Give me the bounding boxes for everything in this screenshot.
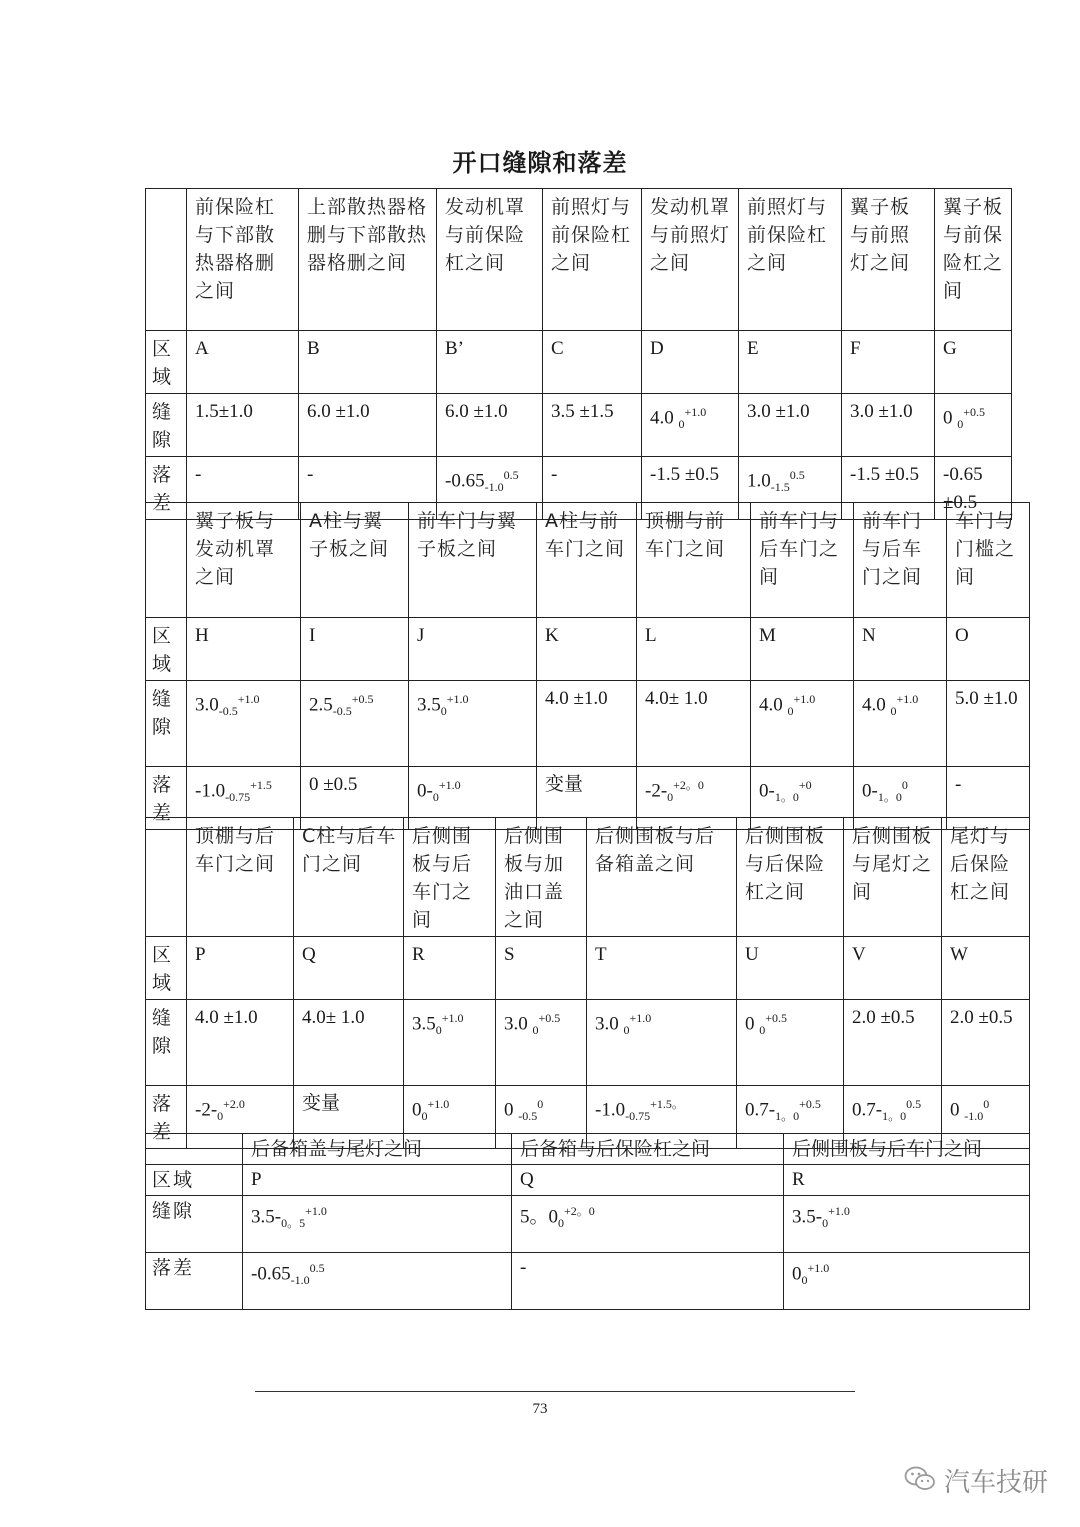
tolerance-base: - xyxy=(551,464,558,485)
gap-value xyxy=(437,394,543,457)
gap-value xyxy=(404,1000,496,1086)
flush-label: 落差 xyxy=(146,767,187,830)
tolerance-base: 0 xyxy=(792,1263,802,1285)
tolerance-lower: 0。5 xyxy=(281,1216,306,1231)
location-header: A柱与翼子板之间 xyxy=(301,503,409,618)
tolerance-base: 0 xyxy=(745,1013,760,1035)
location-header: 翼子板与前保险杠之间 xyxy=(935,189,1012,331)
location-header: 后备箱盖与尾灯之间 xyxy=(243,1134,512,1165)
tolerance-base: 3.5 ±1.5 xyxy=(551,401,614,422)
location-header: 前照灯与前保险杠之间 xyxy=(739,189,842,331)
tolerance-base: 变量 xyxy=(545,774,584,795)
tolerance-lower: 0 xyxy=(667,790,674,805)
gap-value xyxy=(243,1196,512,1253)
tolerance-base: 3.0 xyxy=(195,694,219,716)
header-row xyxy=(146,818,1030,937)
zone-cell: B xyxy=(299,331,437,394)
gap-value xyxy=(512,1196,784,1253)
gap-value xyxy=(854,681,947,767)
location-header: 后侧围板与后车门之间 xyxy=(784,1134,1030,1165)
zone-cell: C xyxy=(543,331,642,394)
zone-cell: P xyxy=(243,1165,512,1196)
tolerance-upper: +1.0 xyxy=(807,1261,830,1275)
tolerance-base: -1.0 xyxy=(195,780,226,802)
zone-cell: K xyxy=(537,618,637,681)
zone-cell: V xyxy=(844,937,942,1000)
zone-label: 区域 xyxy=(146,1165,243,1196)
tolerance-upper: +2.0 xyxy=(223,1097,245,1111)
tolerance-lower: 0 xyxy=(822,1216,829,1231)
zone-row xyxy=(146,1165,1030,1196)
tolerance-lower: 0 xyxy=(890,704,897,719)
tolerance-upper: +1.0 xyxy=(828,1204,850,1218)
tolerance-base: 4.0 ±1.0 xyxy=(195,1007,258,1028)
zone-cell: W xyxy=(942,937,1030,1000)
tolerance-base: 5.0 ±1.0 xyxy=(955,688,1018,709)
tolerance-lower: -1.0 xyxy=(484,480,504,495)
tolerance-upper: +1.0 xyxy=(896,692,919,706)
tolerance-base: 3.0 ±1.0 xyxy=(850,401,913,422)
tolerance-upper: +1.0 xyxy=(684,405,707,419)
tolerance-lower: 0 xyxy=(957,417,964,432)
tolerance-base: 变量 xyxy=(302,1093,341,1114)
tolerance-upper: +0 xyxy=(798,778,812,792)
tolerance-base: 2.5 xyxy=(309,694,333,716)
tolerance-lower: 0 xyxy=(787,704,794,719)
tolerance-lower: 0 xyxy=(532,1023,539,1038)
location-header: 前车门与翼子板之间 xyxy=(409,503,537,618)
tolerance-base: -0.65 ±0.5 xyxy=(943,464,983,513)
tolerance-upper: +1.0 xyxy=(305,1204,327,1218)
gap-row xyxy=(146,681,1030,767)
gap-value xyxy=(739,394,842,457)
tolerance-base: 4.0± 1.0 xyxy=(645,688,708,709)
tolerance-base: 0.7- xyxy=(745,1099,776,1121)
tolerance-base: - xyxy=(307,464,314,485)
tolerance-lower: 0 xyxy=(435,1023,442,1038)
flush-label: 落差 xyxy=(146,457,187,520)
tolerance-base: -2- xyxy=(195,1099,218,1121)
tolerance-base: -0.65 xyxy=(251,1263,291,1285)
location-header: 前照灯与前保险杠之间 xyxy=(543,189,642,331)
tolerance-upper: +1.0 xyxy=(427,1097,450,1111)
zone-cell: T xyxy=(587,937,737,1000)
tolerance-base: 3.0 ±1.0 xyxy=(747,401,810,422)
tolerance-lower: 0 xyxy=(623,1023,630,1038)
tolerance-upper: +1.5 xyxy=(250,778,272,792)
gap-value xyxy=(299,394,437,457)
gap-value xyxy=(537,681,637,767)
tolerance-upper: +1.0 xyxy=(793,692,816,706)
tolerance-base: 4.0± 1.0 xyxy=(302,1007,365,1028)
tolerance-lower: 0 xyxy=(217,1109,224,1124)
tolerance-upper: +2。0 xyxy=(673,778,704,792)
tolerance-base: 6.0 ±1.0 xyxy=(307,401,370,422)
tolerance-upper: 0 xyxy=(901,778,908,792)
gap-value xyxy=(496,1000,587,1086)
tolerance-base: 0- xyxy=(862,780,878,802)
zone-cell: G xyxy=(935,331,1012,394)
tolerance-base: 0 xyxy=(950,1099,965,1121)
footer-divider xyxy=(255,1391,855,1392)
tolerance-base: 2.0 ±0.5 xyxy=(852,1007,915,1028)
tolerance-base: 0.7- xyxy=(852,1099,883,1121)
gap-value xyxy=(587,1000,737,1086)
zone-label: 区域 xyxy=(146,331,187,394)
gap-table-block-3 xyxy=(145,817,1030,1149)
tolerance-lower: -0.5 xyxy=(518,1109,538,1124)
gap-value xyxy=(294,1000,404,1086)
zone-cell: F xyxy=(842,331,935,394)
header-row xyxy=(146,1134,1030,1165)
location-header: 翼子板与前照灯之间 xyxy=(842,189,935,331)
tolerance-upper: 0 xyxy=(537,1097,544,1111)
tolerance-upper: +0.5 xyxy=(765,1011,788,1025)
tolerance-lower: 0 xyxy=(432,790,439,805)
watermark-text: 汽车技研 xyxy=(944,1468,1049,1498)
flush-label: 落差 xyxy=(146,1086,187,1149)
tolerance-upper: 0.5 xyxy=(789,468,805,482)
gap-value xyxy=(187,681,301,767)
gap-value xyxy=(301,681,409,767)
zone-cell: J xyxy=(409,618,537,681)
zone-cell: Q xyxy=(294,937,404,1000)
zone-cell: R xyxy=(404,937,496,1000)
gap-value xyxy=(737,1000,844,1086)
flush-label: 落差 xyxy=(146,1253,243,1310)
location-header: 车门与门槛之间 xyxy=(947,503,1030,618)
gap-table-block-4 xyxy=(145,1133,1030,1310)
zone-cell: U xyxy=(737,937,844,1000)
wechat-icon xyxy=(904,1465,936,1497)
tolerance-upper: +0.5 xyxy=(799,1097,821,1111)
tolerance-base: - xyxy=(955,774,962,795)
corner-cell xyxy=(146,1134,243,1165)
tolerance-base: -1.0 xyxy=(595,1099,626,1121)
zone-label: 区域 xyxy=(146,618,187,681)
tolerance-upper: 0.5 xyxy=(309,1261,325,1275)
tolerance-base: -1.5 ±0.5 xyxy=(650,464,720,485)
location-header: 后侧围板与后备箱盖之间 xyxy=(587,818,737,937)
tolerance-base: 1.0 xyxy=(747,470,771,492)
location-header: 后侧围板与尾灯之间 xyxy=(844,818,942,937)
flush-value xyxy=(512,1253,784,1310)
gap-label: 缝隙 xyxy=(146,1196,243,1253)
tolerance-lower: 0 xyxy=(801,1273,808,1288)
zone-cell: A xyxy=(187,331,299,394)
gap-table-block-2 xyxy=(145,502,1030,830)
location-header: C柱与后车门之间 xyxy=(294,818,404,937)
gap-row xyxy=(146,1196,1030,1253)
location-header: 后侧围板与后车门之间 xyxy=(404,818,496,937)
tolerance-base: 3.0 xyxy=(595,1013,624,1035)
gap-value xyxy=(642,394,739,457)
zone-row xyxy=(146,618,1030,681)
tolerance-base: 0- xyxy=(759,780,775,802)
gap-value xyxy=(543,394,642,457)
zone-label: 区域 xyxy=(146,937,187,1000)
gap-label: 缝隙 xyxy=(146,681,187,767)
tolerance-base: 3.5 xyxy=(417,694,441,716)
tolerance-lower: 0 xyxy=(440,704,447,719)
tolerance-base: 4.0 xyxy=(650,407,679,429)
tolerance-lower: 1。0 xyxy=(775,1109,800,1124)
tolerance-lower: 0 xyxy=(759,1023,766,1038)
tolerance-base: 4.0 xyxy=(759,694,788,716)
tolerance-base: 3.5- xyxy=(251,1206,282,1228)
location-header: 尾灯与后保险杠之间 xyxy=(942,818,1030,937)
watermark xyxy=(904,1462,1048,1499)
location-header: 翼子板与发动机罩之间 xyxy=(187,503,301,618)
tolerance-base: 6.0 ±1.0 xyxy=(445,401,508,422)
gap-value xyxy=(751,681,854,767)
tolerance-lower: 1。0 xyxy=(877,790,902,805)
tolerance-base: 3.5- xyxy=(792,1206,823,1228)
location-header: A柱与前车门之间 xyxy=(537,503,637,618)
gap-value xyxy=(637,681,751,767)
tolerance-lower: -1.0 xyxy=(964,1109,984,1124)
gap-value xyxy=(409,681,537,767)
location-header: 顶棚与后车门之间 xyxy=(187,818,294,937)
tolerance-base: 0- xyxy=(417,780,433,802)
tolerance-base: 0 xyxy=(412,1099,422,1121)
gap-row xyxy=(146,1000,1030,1086)
gap-label: 缝隙 xyxy=(146,1000,187,1086)
zone-cell: O xyxy=(947,618,1030,681)
gap-value xyxy=(947,681,1030,767)
tolerance-upper: +1.0 xyxy=(438,778,461,792)
corner-cell xyxy=(146,503,187,618)
tolerance-base: 4.0 ±1.0 xyxy=(545,688,608,709)
tolerance-upper: +1.0 xyxy=(237,692,260,706)
tolerance-upper: +1.0 xyxy=(629,1011,652,1025)
tolerance-lower: -1.5 xyxy=(770,480,790,495)
tolerance-base: 3.5 xyxy=(412,1013,436,1035)
tolerance-lower: -0.75 xyxy=(225,790,251,805)
location-header: 后侧围板与加油口盖之间 xyxy=(496,818,587,937)
tolerance-base: -1.5 ±0.5 xyxy=(850,464,920,485)
tolerance-base: 3.0 xyxy=(504,1013,533,1035)
tolerance-upper: 0 xyxy=(983,1097,990,1111)
flush-value xyxy=(243,1253,512,1310)
tolerance-upper: +0.5 xyxy=(351,692,374,706)
tolerance-base: 0 ±0.5 xyxy=(309,774,358,795)
zone-cell: L xyxy=(637,618,751,681)
location-header: 后侧围板与后保险杠之间 xyxy=(737,818,844,937)
tolerance-upper: +2。0 xyxy=(564,1204,595,1218)
zone-cell: R xyxy=(784,1165,1030,1196)
header-row xyxy=(146,189,1012,331)
tolerance-base: - xyxy=(195,464,202,485)
tolerance-upper: +1.5。 xyxy=(650,1097,684,1111)
gap-value xyxy=(844,1000,942,1086)
flush-row xyxy=(146,1253,1030,1310)
location-header: 发动机罩与前照灯之间 xyxy=(642,189,739,331)
location-header: 前保险杠与下部散热器格删之间 xyxy=(187,189,299,331)
zone-row xyxy=(146,937,1030,1000)
zone-cell: N xyxy=(854,618,947,681)
zone-cell: B’ xyxy=(437,331,543,394)
tolerance-lower: 1。0 xyxy=(774,790,799,805)
gap-value xyxy=(935,394,1012,457)
tolerance-base: 0 xyxy=(943,407,958,429)
tolerance-upper: 0.5 xyxy=(906,1097,922,1111)
tolerance-lower: -0.75 xyxy=(625,1109,651,1124)
flush-value xyxy=(784,1253,1030,1310)
tolerance-lower: -0.5 xyxy=(332,704,352,719)
tolerance-lower: -0.5 xyxy=(218,704,238,719)
tolerance-base: 4.0 xyxy=(862,694,891,716)
location-header: 上部散热器格删与下部散热器格删之间 xyxy=(299,189,437,331)
tolerance-base: 0 xyxy=(504,1099,519,1121)
page-number: 73 xyxy=(532,1401,548,1417)
tolerance-lower: 0 xyxy=(678,417,685,432)
tolerance-base: 5。0 xyxy=(520,1206,559,1228)
tolerance-base: 2.0 ±0.5 xyxy=(950,1007,1013,1028)
zone-row xyxy=(146,331,1012,394)
tolerance-upper: +0.5 xyxy=(963,405,986,419)
tolerance-base: -0.65 xyxy=(445,470,485,492)
tolerance-lower: 1。0 xyxy=(882,1109,907,1124)
tolerance-upper: +1.0 xyxy=(446,692,469,706)
gap-value xyxy=(942,1000,1030,1086)
page-title: 开口缝隙和落差 xyxy=(452,149,628,177)
location-header: 后备箱与后保险杠之间 xyxy=(512,1134,784,1165)
tolerance-upper: 0.5 xyxy=(503,468,519,482)
zone-cell: Q xyxy=(512,1165,784,1196)
tolerance-base: -2- xyxy=(645,780,668,802)
gap-value xyxy=(784,1196,1030,1253)
gap-value xyxy=(187,1000,294,1086)
tolerance-lower: 0 xyxy=(558,1216,565,1231)
location-header: 发动机罩与前保险杠之间 xyxy=(437,189,543,331)
tolerance-base: 1.5±1.0 xyxy=(195,401,253,422)
gap-value xyxy=(842,394,935,457)
corner-cell xyxy=(146,189,187,331)
gap-row xyxy=(146,394,1012,457)
gap-table-block-1 xyxy=(145,188,1012,520)
zone-cell: M xyxy=(751,618,854,681)
corner-cell xyxy=(146,818,187,937)
zone-cell: H xyxy=(187,618,301,681)
tolerance-base: - xyxy=(520,1257,527,1278)
header-row xyxy=(146,503,1030,618)
location-header: 前车门与后车门之间 xyxy=(854,503,947,618)
tolerance-lower: -1.0 xyxy=(290,1273,310,1288)
tolerance-lower: 0 xyxy=(421,1109,428,1124)
zone-cell: E xyxy=(739,331,842,394)
tolerance-upper: +0.5 xyxy=(538,1011,561,1025)
zone-cell: I xyxy=(301,618,409,681)
gap-value xyxy=(187,394,299,457)
tolerance-upper: +1.0 xyxy=(441,1011,464,1025)
location-header: 顶棚与前车门之间 xyxy=(637,503,751,618)
gap-label: 缝隙 xyxy=(146,394,187,457)
zone-cell: P xyxy=(187,937,294,1000)
location-header: 前车门与后车门之间 xyxy=(751,503,854,618)
zone-cell: S xyxy=(496,937,587,1000)
zone-cell: D xyxy=(642,331,739,394)
